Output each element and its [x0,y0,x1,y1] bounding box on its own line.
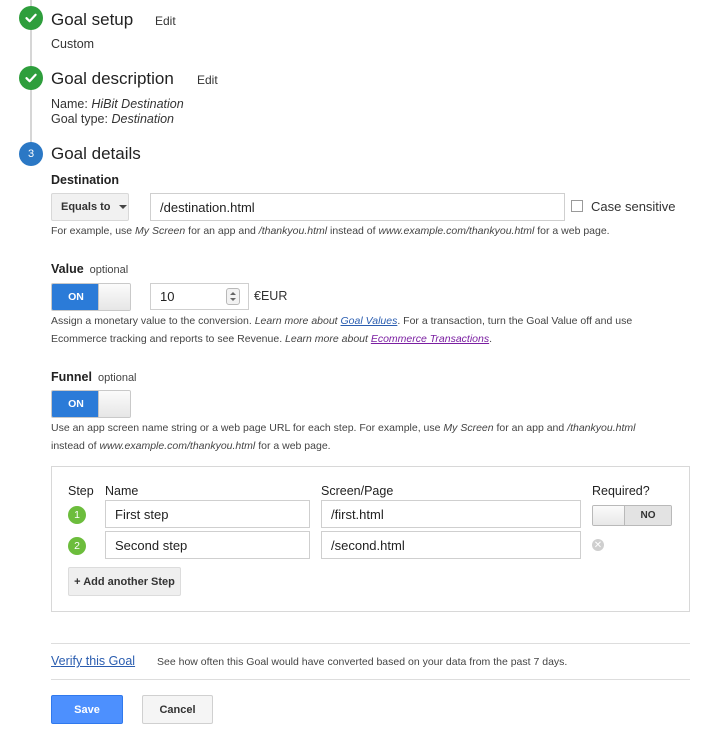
page-column-header: Screen/Page [321,484,394,498]
match-type-value: Equals to [61,201,111,213]
funnel-label: Funnel optional [51,370,137,384]
goal-name-line [51,97,184,111]
cancel-button[interactable]: Cancel [142,695,213,724]
required-toggle[interactable] [592,505,672,526]
destination-label: Destination [51,173,120,187]
goal-description-title: Goal description [51,69,174,88]
value-amount: 10 [160,289,175,304]
remove-step-icon[interactable]: ✕ [593,539,603,551]
goal-name-value: HiBit Destination [91,97,184,111]
step-page-input[interactable]: /second.html [321,531,581,559]
funnel-help-text: Use an app screen name string or a web page URL for each step. For example, use My Screen for an app and /thankyou.html instead of www.example.com/thankyou.html for a web page. [51,422,636,452]
currency-label: €EUR [254,289,288,303]
goal-values-link[interactable]: Goal Values [340,315,398,327]
add-another-step-button[interactable]: + Add another Step [68,567,181,596]
value-toggle[interactable] [51,283,131,311]
match-type-dropdown[interactable] [51,193,129,221]
destination-input[interactable] [150,193,565,221]
value-help-text: Assign a monetary value to the conversion. Learn more about Goal Values. For a transaction, turn the Goal Value off and use Ecommerce tracking and reports to see Revenue. Learn more about Ecommerce Transactions. [51,315,633,345]
step-name-input[interactable]: First step [105,500,310,528]
number-spinner-icon[interactable] [226,288,240,305]
verify-goal-link[interactable]: Verify this Goal [51,654,136,668]
funnel-toggle-thumb [98,391,130,417]
step-column-header: Step [68,484,94,498]
checkmark-icon [19,6,43,30]
step-number-badge: 3 [19,142,43,166]
step-number-badge: 2 [68,537,86,555]
goal-type-line [51,112,174,126]
value-label: Value optional [51,262,129,276]
divider [51,643,690,644]
value-optional-label: optional [89,264,129,276]
name-column-header: Name [105,484,139,498]
step-name-input[interactable]: Second step [105,531,310,559]
required-toggle-thumb [593,506,625,525]
caret-down-icon [119,205,127,209]
step-page-input[interactable]: /first.html [321,500,581,528]
step-number-badge: 1 [68,506,86,524]
stepper-rail [30,30,32,152]
goal-type-value: Destination [111,112,175,126]
divider [51,679,690,680]
goal-details-title: Goal details [51,144,141,163]
checkmark-icon [19,66,43,90]
goal-type-label: Goal type: [51,112,108,126]
goal-name-label: Name: [51,97,88,111]
verify-goal-description: See how often this Goal would have converted based on your data from the past 7 days. [157,656,568,668]
goal-description-edit-link[interactable]: Edit [197,73,218,87]
required-toggle-label: NO [625,506,671,525]
funnel-optional-label: optional [97,372,137,384]
value-amount-input[interactable] [150,283,249,310]
destination-help-text: For example, use My Screen for an app and /thankyou.html instead of www.example.com/thankyou.html for a web page. [51,225,610,237]
goal-setup-value: Custom [51,37,95,51]
case-sensitive-checkbox[interactable] [571,200,583,212]
value-toggle-on-label: ON [52,284,100,310]
funnel-toggle-on-label: ON [52,391,100,417]
funnel-toggle[interactable] [51,390,131,418]
value-toggle-thumb [98,284,130,310]
ecommerce-transactions-link[interactable]: Ecommerce Transactions [370,333,490,345]
required-column-header: Required? [592,484,650,498]
case-sensitive-label: Case sensitive [591,199,676,214]
goal-setup-title: Goal setup [51,10,134,29]
destination-value: /destination.html [160,199,255,215]
goal-setup-edit-link[interactable]: Edit [155,14,176,28]
save-button[interactable]: Save [51,695,123,724]
